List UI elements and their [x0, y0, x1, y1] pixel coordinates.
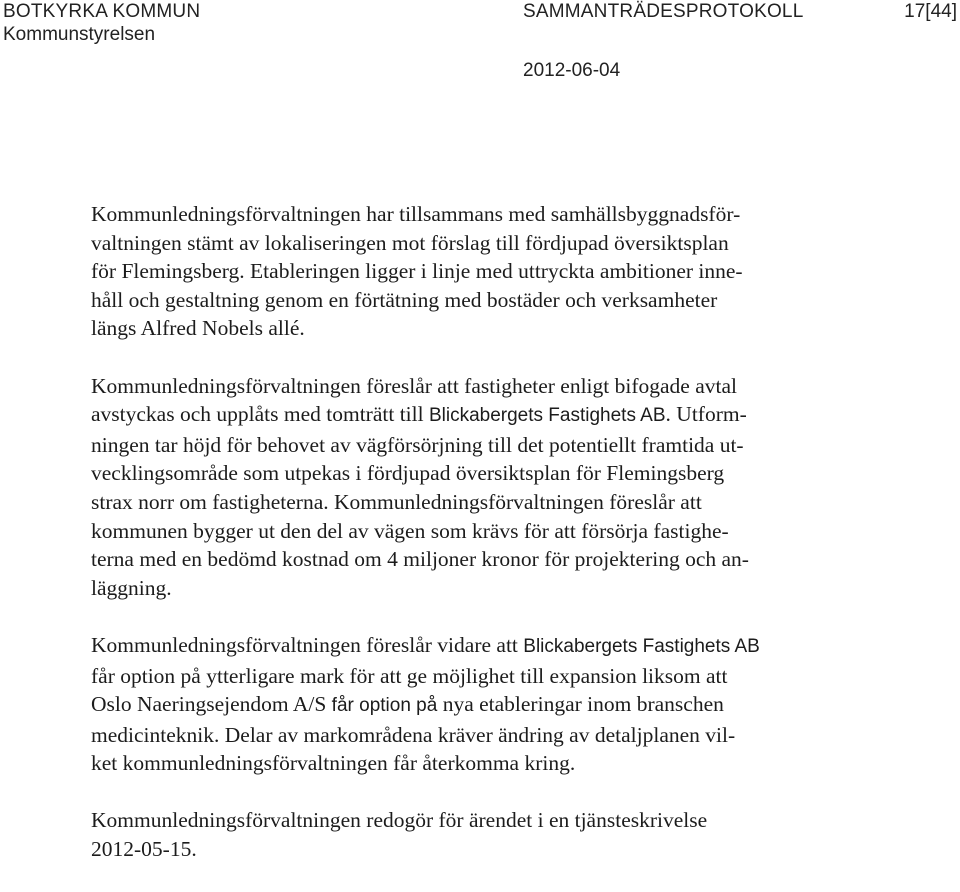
paragraph-3: [91, 631, 921, 778]
page-number: 17[44]: [904, 1, 957, 22]
text-line: Kommunledningsförvaltningen föreslår att fastigheter enligt bifogade avtal: [91, 373, 737, 398]
text-line: [91, 400, 921, 431]
committee-name: Kommunstyrelsen: [3, 24, 156, 45]
text-line: 2012-05-15.: [91, 837, 197, 862]
text-line: ket kommunledningsförvaltningen får återkomma kring.: [91, 751, 576, 776]
text-line: för Flemingsberg. Etableringen ligger i linje med uttryckta ambitioner inne-: [91, 259, 743, 284]
company-name: Blickabergets Fastighets AB: [428, 405, 666, 427]
organization-name: BOTKYRKA KOMMUN: [3, 1, 201, 22]
text-line: läggning.: [91, 575, 172, 600]
paragraph-4: [91, 806, 921, 863]
meeting-date: 2012-06-04: [523, 60, 621, 81]
text-line: Kommunledningsförvaltningen har tillsammans med samhällsbyggnadsför-: [91, 202, 741, 226]
text-line: Kommunledningsförvaltningen redogör för ärendet i en tjänsteskrivelse: [91, 808, 708, 833]
text-line: strax norr om fastigheterna. Kommunledningsförvaltningen föreslår att: [91, 489, 702, 514]
document-type: SAMMANTRÄDESPROTOKOLL: [523, 1, 804, 22]
text-line: [91, 690, 921, 721]
text-line: ningen tar höjd för behovet av vägförsörjning till det potentiellt framtida ut-: [91, 432, 744, 457]
company-name: Blickabergets Fastighets AB: [523, 635, 760, 657]
text-line: medicinteknik. Delar av markområdena kräver ändring av detaljplanen vil-: [91, 722, 736, 747]
text-line: kommunen bygger ut den del av vägen som krävs för att försörja fastighe-: [91, 518, 729, 543]
text-fragment: Oslo Naeringsejendom A/S: [91, 692, 332, 717]
document-body: [91, 200, 921, 892]
text-fragment: får option på: [331, 695, 438, 717]
text-line: vecklingsområde som utpekas i fördjupad översiktsplan för Flemingsberg: [91, 461, 725, 486]
text-fragment: nya etableringar inom branschen: [437, 692, 724, 717]
text-line: håll och gestaltning genom en förtätning med bostäder och verksamheter: [91, 287, 718, 312]
text-line: valtningen stämt av lokaliseringen mot förslag till fördjupad översiktsplan: [91, 230, 729, 255]
text-fragment: Kommunledningsförvaltningen föreslår vidare att: [91, 632, 524, 657]
text-line: terna med en bedömd kostnad om 4 miljoner kronor för projektering och an-: [91, 547, 749, 572]
text-fragment: . Utform-: [665, 402, 747, 427]
page-header: [0, 0, 960, 90]
text-line: längs Alfred Nobels allé.: [91, 316, 305, 341]
text-fragment: avstyckas och upplåts med tomträtt till: [91, 402, 429, 427]
paragraph-2: [91, 372, 921, 603]
text-line: får option på ytterligare mark för att ge möjlighet till expansion liksom att: [91, 663, 728, 688]
paragraph-1: [91, 200, 921, 343]
text-line: [91, 631, 921, 662]
